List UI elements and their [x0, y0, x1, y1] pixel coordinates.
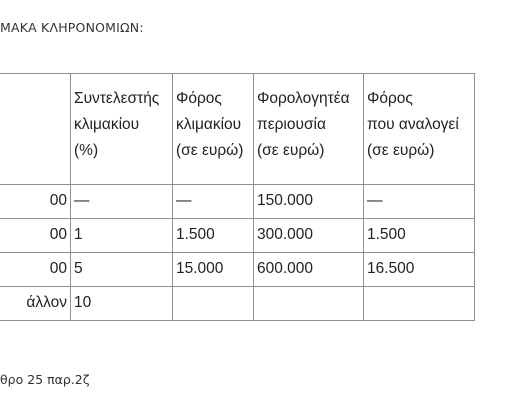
- header-text-line: περιουσία: [257, 116, 326, 133]
- header-text-line: (%): [74, 142, 99, 159]
- table-cell: —: [71, 185, 173, 219]
- header-text-line: Συντελεστής: [74, 90, 160, 107]
- header-row: [0, 74, 475, 185]
- header-cell-bracket: [0, 74, 71, 185]
- footnote-reference: θρο 25 παρ.2ζ: [0, 372, 90, 387]
- table-cell: 5: [71, 253, 173, 287]
- table-cell: 15.000: [173, 253, 254, 287]
- table-cell: 150.000: [254, 185, 364, 219]
- header-text-line: Φόρος: [367, 90, 413, 107]
- header-text-line: [0, 99, 67, 125]
- table-row: [0, 253, 475, 287]
- header-cell-rate: [71, 74, 173, 185]
- header-cell-tax-due: [364, 74, 475, 185]
- table-cell: —: [364, 185, 475, 219]
- table-cell: [254, 287, 364, 321]
- table-row: [0, 287, 475, 321]
- header-text-line: που αναλογεί: [367, 116, 459, 133]
- table-cell: —: [173, 185, 254, 219]
- header-text-line: [0, 125, 67, 151]
- header-cell-bracket-tax: [173, 74, 254, 185]
- table-cell: 00: [0, 219, 71, 253]
- table-cell: 00: [0, 185, 71, 219]
- table-row: [0, 185, 475, 219]
- header-cell-taxable-estate: [254, 74, 364, 185]
- table-cell: 1: [71, 219, 173, 253]
- section-heading: ΜΑΚΑ ΚΛΗΡΟΝΟΜΙΩΝ:: [0, 20, 144, 35]
- table-cell: 1.500: [364, 219, 475, 253]
- table-header: [0, 74, 475, 185]
- table-cell: 1.500: [173, 219, 254, 253]
- header-text-line: κλιμακίου: [74, 116, 140, 133]
- header-text-line: (σε ευρώ): [367, 142, 435, 159]
- table-cell: 600.000: [254, 253, 364, 287]
- header-text-line: Φόρος: [176, 90, 222, 107]
- header-text-line: (σε ευρώ): [176, 142, 244, 159]
- table-cell: 10: [71, 287, 173, 321]
- table-cell: 300.000: [254, 219, 364, 253]
- header-text-line: (σε ευρώ): [257, 142, 325, 159]
- header-text-line: κλιμακίου: [176, 116, 242, 133]
- table-body: [0, 185, 475, 321]
- table-row: [0, 219, 475, 253]
- tax-scale-table: [0, 73, 475, 321]
- table-cell: [173, 287, 254, 321]
- table-cell: άλλον: [0, 287, 71, 321]
- header-text-line: Φορολογητέα: [257, 90, 350, 107]
- table-cell: [364, 287, 475, 321]
- table-cell: 16.500: [364, 253, 475, 287]
- table-cell: 00: [0, 253, 71, 287]
